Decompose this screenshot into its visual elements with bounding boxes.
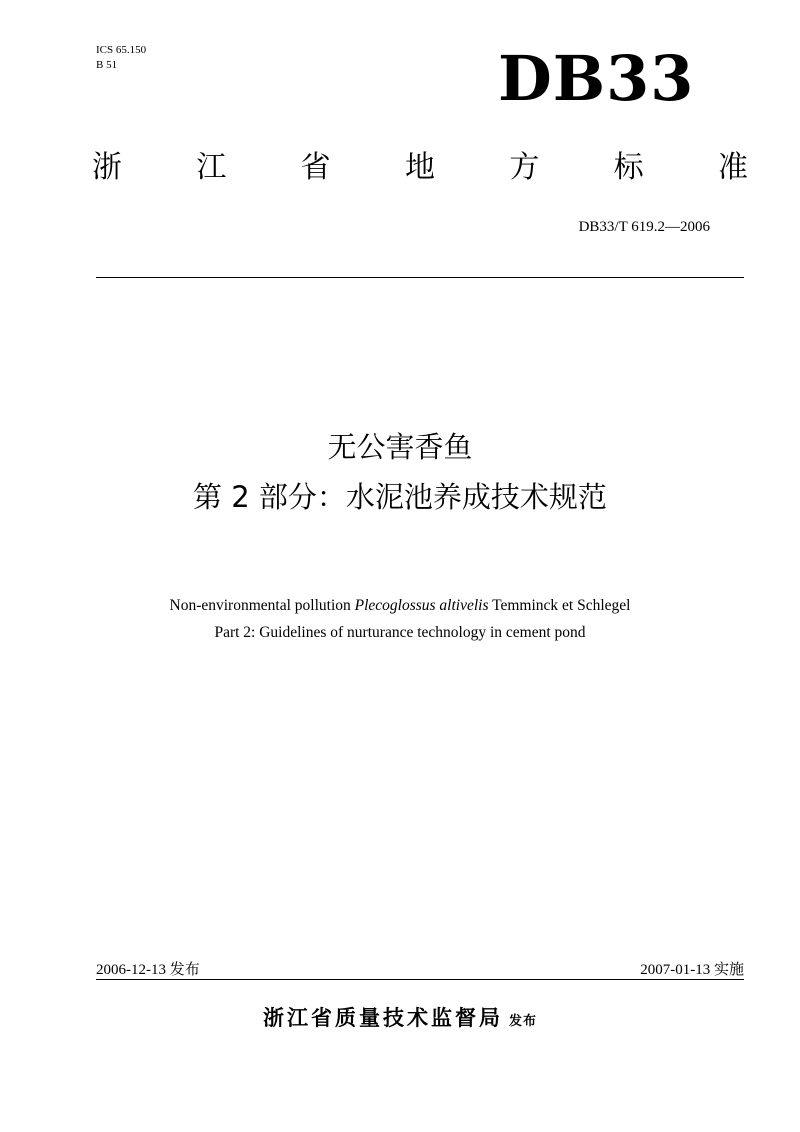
standard-type-heading — [92, 148, 748, 188]
issue-date: 2006-12-13 发布 — [96, 962, 200, 978]
implementation-date: 2007-01-13 实施 — [640, 962, 744, 978]
title-zh-line1: 无公害香鱼 — [327, 430, 473, 464]
standard-type-char: 地 — [404, 150, 435, 185]
standard-type-char: 省 — [300, 150, 331, 185]
db33-logo: DB33 — [498, 42, 695, 115]
title-en-line1 — [0, 594, 800, 617]
standard-type-char: 江 — [196, 150, 227, 185]
publisher-suffix: 发布 — [508, 1014, 537, 1029]
ics-code: ICS 65.150 — [96, 44, 147, 56]
publisher — [0, 1002, 800, 1032]
standard-type-char: 方 — [509, 150, 540, 185]
classification-code: B 51 — [96, 59, 118, 71]
standard-codes — [96, 43, 146, 73]
title-en-authority: Temminck et Schlegel — [488, 597, 631, 614]
title-en-line2: Part 2: Guidelines of nurturance technology in cement pond — [214, 624, 586, 641]
header-divider — [96, 277, 744, 278]
standard-type-char: 浙 — [92, 150, 122, 185]
title-zh-line2: 第 2 部分：水泥池养成技术规范 — [193, 480, 607, 514]
standard-type-char: 准 — [717, 150, 748, 185]
species-name: Plecoglossus altivelis — [354, 597, 489, 614]
footer-divider — [96, 979, 744, 980]
title-en-prefix: Non-environmental pollution — [169, 597, 355, 614]
publisher-name: 浙江省质量技术监督局 — [262, 1006, 503, 1030]
standard-number: DB33/T 619.2—2006 — [578, 219, 710, 235]
standard-type-char: 标 — [613, 150, 644, 185]
